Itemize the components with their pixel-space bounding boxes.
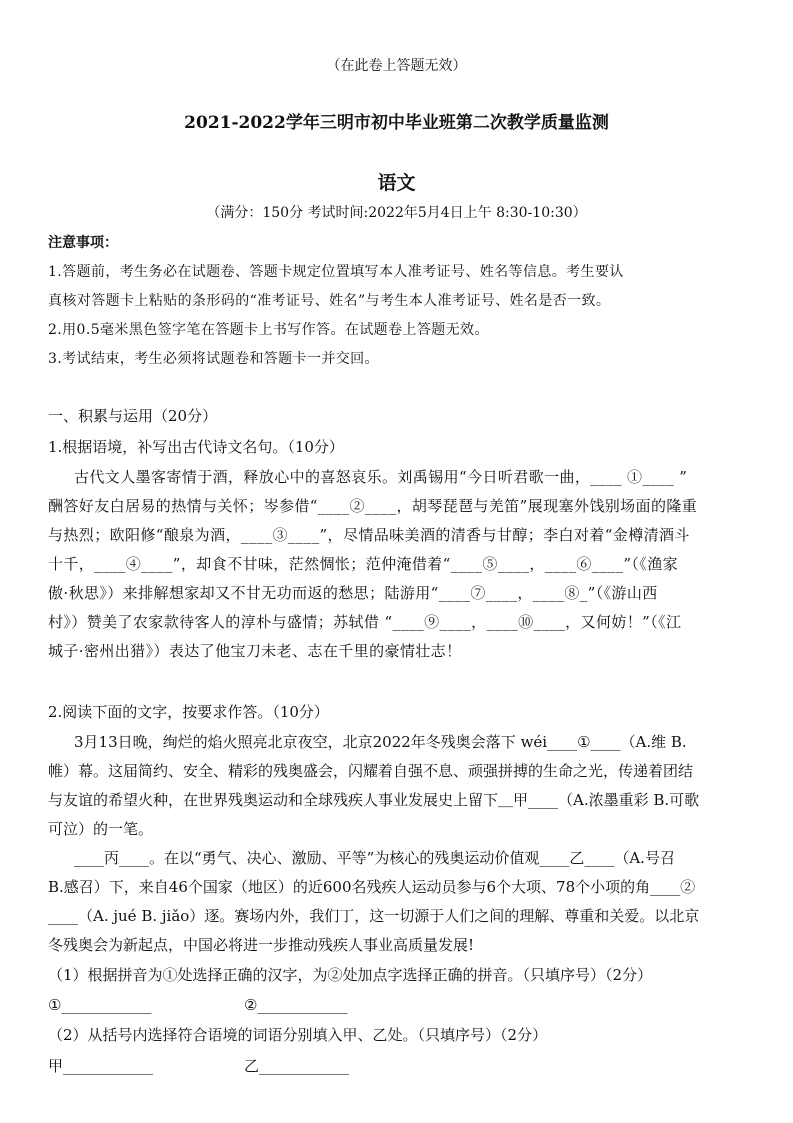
q2-passage-line: B.感召）下，来自46个国家（地区）的近600名残疾人运动员参与6个大项、78个小项的角____②	[48, 878, 696, 896]
q1-passage-line: 古代文人墨客寄情于酒，释放心中的喜怒哀乐。刘禹锡用“今日听君歌一曲，____ ①____ ”	[74, 468, 688, 486]
q2-passage-line: ____丙____。在以“勇气、决心、激励、平等”为核心的残奥运动价值观____乙____（A.号召	[74, 849, 675, 867]
notice-line: 2.用0.5毫米黑色签字笔在答题卡上书写作答。在试题卷上答题无效。	[48, 322, 489, 338]
question-1-stem: 1.根据语境，补写出古代诗文名句。（10分）	[48, 438, 344, 456]
exam-info: （满分：150分 考试时间:2022年5月4日上午 8:30-10:30）	[206, 205, 587, 221]
notice-line: 3.考试结束，考生必须将试题卷和答题卡一并交回。	[48, 351, 379, 367]
subject-title: 语文	[377, 172, 416, 194]
q2-sub2-prompt: （2）从括号内选择符合语境的词语分别填入甲、乙处。（只填序号）（2分）	[48, 1026, 548, 1044]
q2-sub2-answer-blank-2[interactable]: 乙____________	[244, 1057, 350, 1075]
q1-passage-line: 与热烈；欧阳修“酿泉为酒，____③____”，尽情品味美酒的清香与甘醇；李白对着“金樽清酒斗	[48, 526, 690, 544]
q1-passage-line: 酬答好友白居易的热情与关怀；岑参借“____②____，胡琴琵琶与羌笛”展现塞外饯别场面的隆重	[48, 497, 698, 515]
q1-passage-line: 十千，____④____”，却食不甘味，茫然惆怅；范仲淹借着“____⑤____，____⑥____”（《渔家	[48, 555, 679, 573]
q2-passage-line: ____（A. jué B. jiǎo）逐。赛场内外，我们丁，这一切源于人们之间的理解、尊重和关爱。以北京	[48, 907, 700, 925]
q2-passage-line: 可泣）的一笔。	[48, 820, 154, 838]
q2-sub1-prompt: （1）根据拼音为①处选择正确的汉字，为②处加点字选择正确的拼音。（只填序号）（2分）	[48, 966, 653, 984]
notice-heading: 注意事项：	[48, 235, 118, 251]
q2-sub2-answer-blank-1[interactable]: 甲____________	[48, 1057, 154, 1075]
q2-passage-line: 与友谊的希望火种，在世界残奥运动和全球残疾人事业发展史上留下＿甲____（A.浓墨重彩 B.可歌	[48, 791, 700, 809]
notice-line: 真核对答题卡上粘贴的条形码的“准考证号、姓名”与考生本人准考证号、姓名是否一致。	[48, 293, 611, 309]
q2-passage-line: 冬残奥会为新起点，中国必将进一步推动残疾人事业高质量发展!	[48, 936, 475, 954]
q1-passage-line: 村》）赞美了农家款待客人的淳朴与盛情；苏轼借 “____⑨____，____⑩____，又何妨！”（《江	[48, 613, 682, 631]
header-note: （在此卷上答题无效）	[326, 58, 467, 74]
q1-passage-line: 傲·秋思》）来排解想家却又不甘无功而返的愁思；陆游用“____⑦____，____⑧_”（《游山西	[48, 584, 658, 602]
notice-line: 1.答题前，考生务必在试题卷、答题卡规定位置填写本人准考证号、姓名等信息。考生要认	[48, 264, 624, 280]
question-2-stem: 2.阅读下面的文字，按要求作答。（10分）	[48, 703, 329, 721]
q2-sub1-answer-blank-1[interactable]: ①____________	[48, 996, 152, 1014]
q1-passage-line: 城子·密州出猎》）表达了他宝刀未老、志在千里的豪情壮志！	[48, 642, 462, 660]
q2-passage-line: 3月13日晚，绚烂的焰火照亮北京夜空，北京2022年冬残奥会落下 wéi____①____（A.维 B.	[74, 733, 687, 751]
section-heading: 一、积累与运用（20分）	[48, 407, 218, 425]
q2-sub1-answer-blank-2[interactable]: ②____________	[244, 996, 348, 1014]
exam-title: 2021-2022学年三明市初中毕业班第二次教学质量监测	[184, 113, 609, 133]
q2-passage-line: 帷）幕。这届简约、安全、精彩的残奥盛会，闪耀着自强不息、顽强拼搏的生命之光，传递着团结	[48, 762, 694, 780]
